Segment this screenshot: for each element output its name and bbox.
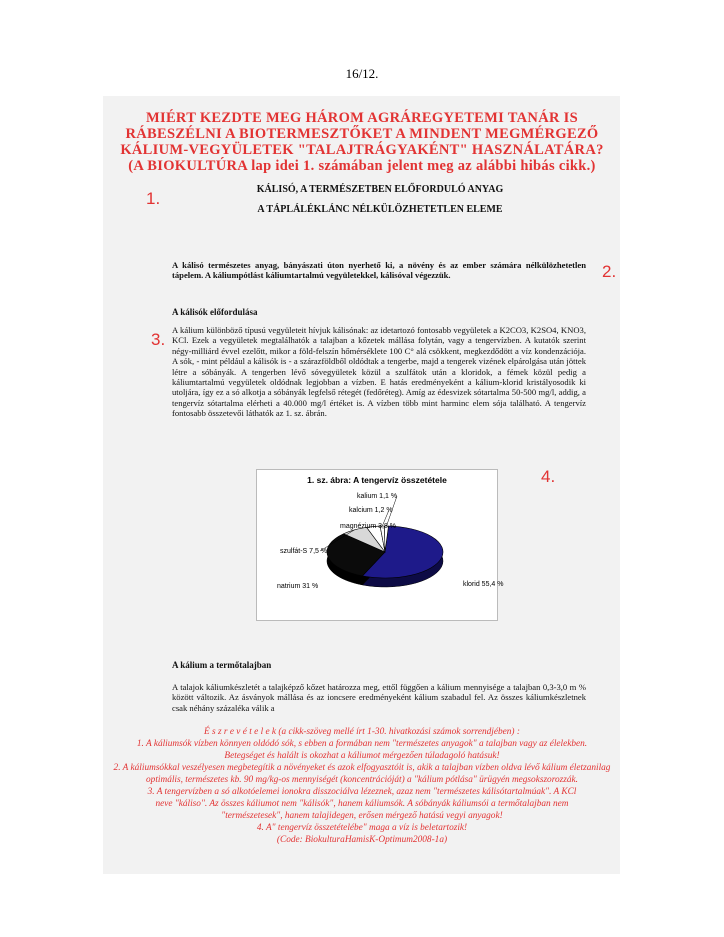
pie-chart: [257, 470, 504, 620]
section-2-title: A kálium a termőtalajban: [172, 660, 272, 670]
section-2-text: A talajok káliumkészletét a talajképző kőzet határozza meg, ettől függően a kálium mennyisége a talajban 0,3-3,0 m % között változik. Az ásványok mállása és az ioncsere eredményeként kálium szabadul fel. Az összes káliumkészletnek csak néhány százaléka válik a: [172, 682, 586, 713]
article-title-1: KÁLISÓ, A TERMÉSZETBEN ELŐFORDULÓ ANYAG: [256, 184, 504, 195]
pie-label-kalium: kalium 1,1 %: [357, 493, 398, 500]
article-title-2: A TÁPLÁLÉKLÁNC NÉLKÜLÖZHETETLEN ELEME: [257, 204, 503, 215]
note-line-4: 2. A káliumsókkal veszélyesen megbetegítik a növényeket és azok elfogyasztóit is, akik a talajban vízben oldva lévő kálium életzanilag: [113, 763, 611, 773]
marker-1: 1.: [146, 189, 161, 208]
marker-3: 3.: [151, 330, 166, 349]
headline-line-2: RÁBESZÉLNI A BIOTERMESZTŐKET A MINDENT MEGMÉRGEZŐ: [125, 126, 599, 142]
marker-4: 4.: [541, 467, 556, 486]
note-line-6: 3. A tengervízben a só alkotóelemei ionokra disszociálva lézeznek, azaz nem "természetes kálisótartalmúak". A KCl: [147, 787, 577, 797]
note-line-7: neve "káliso". Az összes káliumot nem "kálisók", hanem káliumsók. A sóbányák káliumsói a termőtalajban nem: [155, 799, 569, 809]
note-line-10: (Code: BiokulturaHamisK-Optimum2008-1a): [276, 835, 448, 845]
pie-label-natrium: natrium 31 %: [277, 583, 319, 590]
note-line-5: optimális, természetes kb. 90 mg/kg-os mennyiségét (koncentrációját) a "kálium pótlása" ürügyén megsokszorozzák.: [146, 775, 578, 785]
note-line-8: "természetesek", hanem talajidegen, erősen mérgező hatású vegyi anyagok!: [221, 811, 503, 821]
chart-title: 1. sz. ábra: A tengervíz összetétele: [307, 475, 447, 485]
pie-label-klorid: klorid 55,4 %: [463, 581, 504, 588]
pie-label-magn-zium: magnézium 3,8 %: [340, 523, 397, 530]
headline-line-1: MIÉRT KEZDTE MEG HÁROM AGRÁREGYETEMI TANÁR IS: [146, 110, 578, 126]
pie-label-kalcium: kalcium 1,2 %: [349, 507, 393, 514]
pie-label-szulf-t-s: szulfát-S 7,5 %: [280, 548, 328, 555]
page-number: 16/12.: [345, 66, 379, 81]
pie-chart-box: [256, 469, 504, 621]
note-line-9: 4. A" tengervíz összetételébe" maga a víz is beletartozik!: [256, 823, 468, 833]
headline-line-3: KÁLIUM-VEGYÜLETEK "TALAJTRÁGYAKÉNT" HASZNÁLATÁRA?: [120, 142, 604, 158]
marker-2: 2.: [602, 262, 617, 281]
article-intro: A kálisó természetes anyag, bányászati úton nyerhető ki, a növény és az ember számára nélkülözhetetlen tápelem. A káliumpótlást káliumtartalmú vegyületekkel, kálisóval végezzük.: [172, 260, 586, 281]
notes-heading: É s z r e v é t e l e k (a cikk-szöveg mellé írt 1-30. hivatkozási számok sorrendjében) :: [204, 727, 520, 737]
note-line-2: 1. A káliumsók vízben könnyen oldódó sók, s ebben a formában nem "természetes anyagok" a talajban vagy az élelekben.: [136, 739, 588, 749]
headline-line-4: (A BIOKULTÚRA lap idei 1. számában jelent meg az alábbi hibás cikk.): [128, 158, 596, 174]
section-1-title: A kálisók előfordulása: [172, 307, 258, 317]
section-1-text: A kálium különböző típusú vegyületeit hívjuk kálisónak: az idetartozó fontosabb vegyületek a K2CO3, K2SO4, KNO3, KCl. Ezek a vegyületek megtalálhatók a talajban a kőzetek mállása folytán, vagy a tengervízben. A kutatók szerint négy-milliárd évvel ezelőtt, mikor a föld-felszín hőmérséklete 100 C° alá csökkent, megkezdődött a víz kondenzációja. A sók, - mint például a kálisók is - a szárazföldből oldódtak a tengerbe, majd a tengerek vizének elpárolgása után jöttek létre a sóbányák. A tengerben lévő sóvegyületek közül a szulfátok után a kloridok, a fémek közül pedig a káliumtartalmú vegyületek oldódnak legjobban a vízben. E hatás eredményeként a kálium-klorid kristályosodik ki utoljára, így ez a só alkotja a sóbányák legfelső rétegét (fedőréteg). Amíg az édesvizek sótartalma 50-500 mg/l, addig, a tengervíz sótartalma elérheti a 40.000 mg/l értéket is. A vízben több mint harminc elem sója található. A tengervíz fontosabb összetevői láthatók az 1. sz. ábrán.: [172, 325, 586, 419]
note-line-3: Betegséget és halált is okozhat a káliumot mérgezően túladagoló hatásuk!: [224, 751, 500, 761]
